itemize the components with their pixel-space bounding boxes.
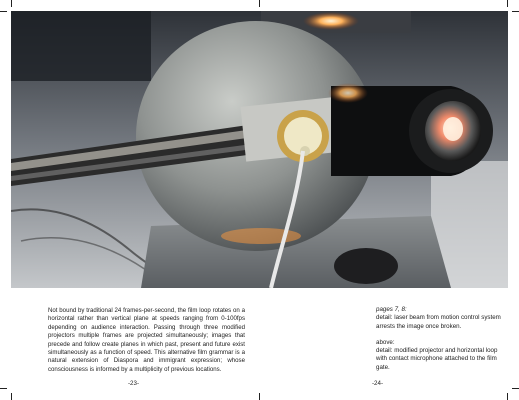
crop-mark xyxy=(512,11,519,12)
crop-mark xyxy=(512,388,519,389)
crop-mark xyxy=(507,0,508,7)
caption xyxy=(376,306,506,372)
crop-mark xyxy=(0,11,7,12)
crop-mark xyxy=(11,0,12,7)
body-text: Not bound by traditional 24 frames-per-second, the film loop rotates on a horizontal rather than vertical plane at speeds ranging from 0-100fps depending on audience interaction. Passing through three modified projectors multiple frames are projected simultaneously; images that precede and follow create planes in which past, present and future exist simultaneously as a function of speed. This alternative film grammar is a natural extension of Diaspora and immigrant expression; whose consciousness is informed by a multiplicity of previous locations. xyxy=(48,307,245,373)
caption-above-label: above: xyxy=(376,338,395,346)
caption-above-detail: detail: modified projector and horizontal loop with contact microphone attached to the film gate. xyxy=(376,347,498,371)
crop-mark xyxy=(0,388,7,389)
left-page-number: -23- xyxy=(128,380,140,387)
film-projector-photo xyxy=(11,11,508,288)
crop-mark xyxy=(259,0,260,7)
crop-mark xyxy=(11,393,12,400)
crop-mark xyxy=(507,393,508,400)
caption-pages-label: pages 7, 8: xyxy=(376,306,407,313)
caption-pages-detail: detail: laser beam from motion control system arrests the image once broken. xyxy=(376,314,501,330)
caption-spacer xyxy=(376,331,506,339)
right-page-number: -24- xyxy=(372,380,384,387)
crop-mark xyxy=(259,393,260,400)
